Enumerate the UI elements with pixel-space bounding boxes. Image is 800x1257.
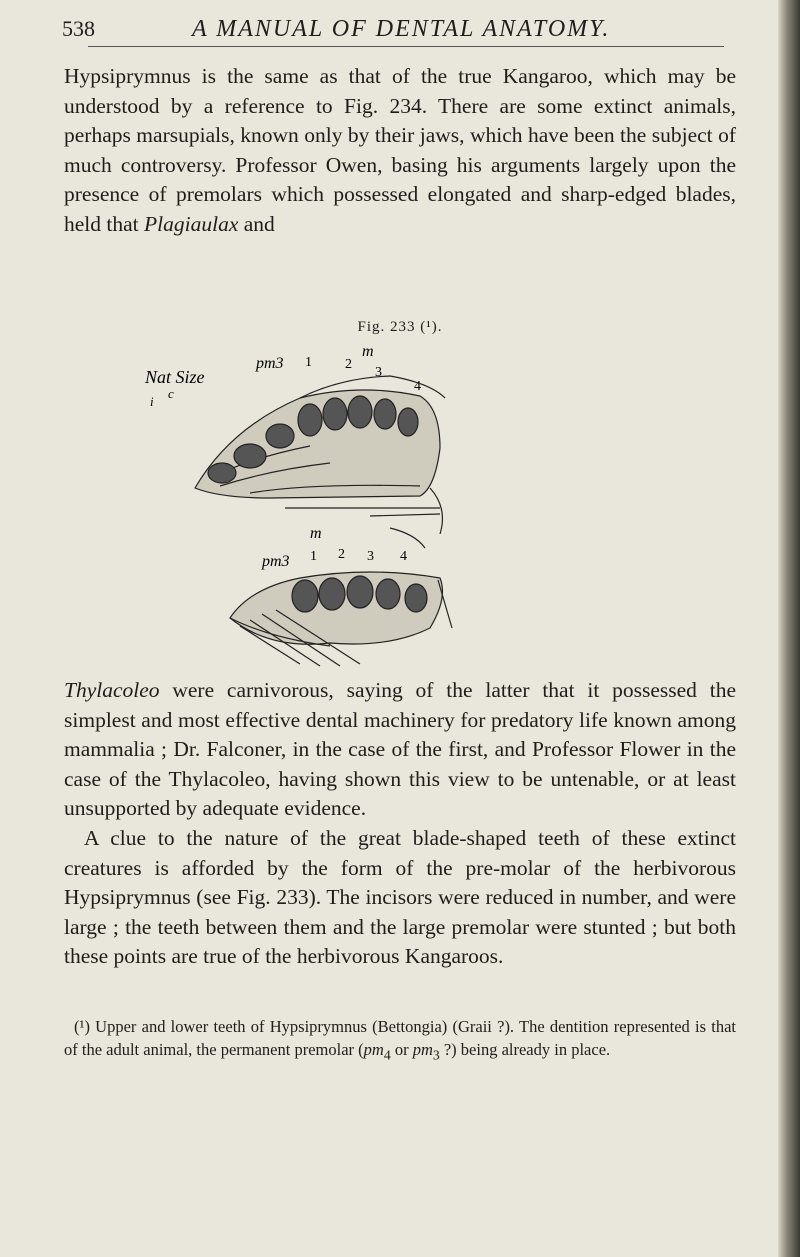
header-rule (88, 46, 724, 47)
label-upper-3: 3 (375, 365, 382, 380)
footnote-marker: (¹) (74, 1017, 90, 1036)
label-lower-2: 2 (338, 547, 345, 562)
paragraph-2: Thylacoleo were carnivorous, saying of the latter that it possessed the simplest and most effective dental machinery for predatory life known among mammalia ; Dr. Falconer, in the case of the first, and Professor Flower in the case of the Thylacoleo, having shown this view to be untenable, or at least unsupported by adequate evidence. (64, 678, 736, 821)
label-lower-pm: pm3 (262, 553, 290, 570)
label-small-i: i (150, 394, 154, 409)
paragraph-1: Hypsiprymnus is the same as that of the true Kangaroo, which may be understood by a reference to Fig. 234. There are some extinct animals, perhaps marsupials, known only by their jaws, which have been the subject of much controversy. Professor Owen, basing his arguments largely upon the presence of premolars which possessed elongated and sharp-edged blades, held that Plagiaulax and (64, 64, 736, 236)
italic-genus-plagiaulax: Plagiaulax (144, 211, 239, 236)
label-lower-4: 4 (400, 549, 407, 564)
paragraph-2-and-3 (64, 676, 736, 972)
paragraph-3: A clue to the nature of the great blade-shaped teeth of these extinct creatures is afforded by the form of the pre-molar of the herbivorous Hypsiprymnus (see Fig. 233). The incisors were reduced in number, and were large ; the teeth between them and the large premolar were stunted ; but both these points are true of the herbivorous Kangaroos. (64, 825, 736, 969)
footnote: (¹) Upper and lower teeth of Hypsiprymnus (Bettongia) (Graii ?). The dentition represented is that of the adult animal, the permanent premolar ($pm_4$ or $pm_3$ ?) being already in place. (64, 1017, 736, 1063)
page-header (62, 16, 762, 50)
label-upper-2: 2 (345, 357, 352, 372)
label-small-c: c (168, 386, 174, 401)
label-upper-4: 4 (414, 379, 421, 394)
page-edge-shadow (778, 0, 800, 1257)
label-upper-m: m (362, 343, 374, 360)
page-number: 538 (62, 16, 95, 41)
label-lower-1: 1 (310, 549, 317, 564)
label-upper-pm: pm3 (256, 355, 284, 372)
figure-caption: Fig. 233 (¹). (357, 319, 443, 335)
upper-jaw-drawing (195, 376, 445, 534)
label-nat-size: Nat Size (145, 367, 205, 387)
figure-233-jaws-illustration (145, 338, 630, 668)
running-title: A MANUAL OF DENTAL ANATOMY. (192, 16, 611, 42)
label-lower-3: 3 (367, 549, 374, 564)
italic-genus-thylacoleo: Thylacoleo (64, 678, 160, 702)
label-lower-m: m (310, 525, 322, 542)
label-upper-1: 1 (305, 355, 312, 370)
